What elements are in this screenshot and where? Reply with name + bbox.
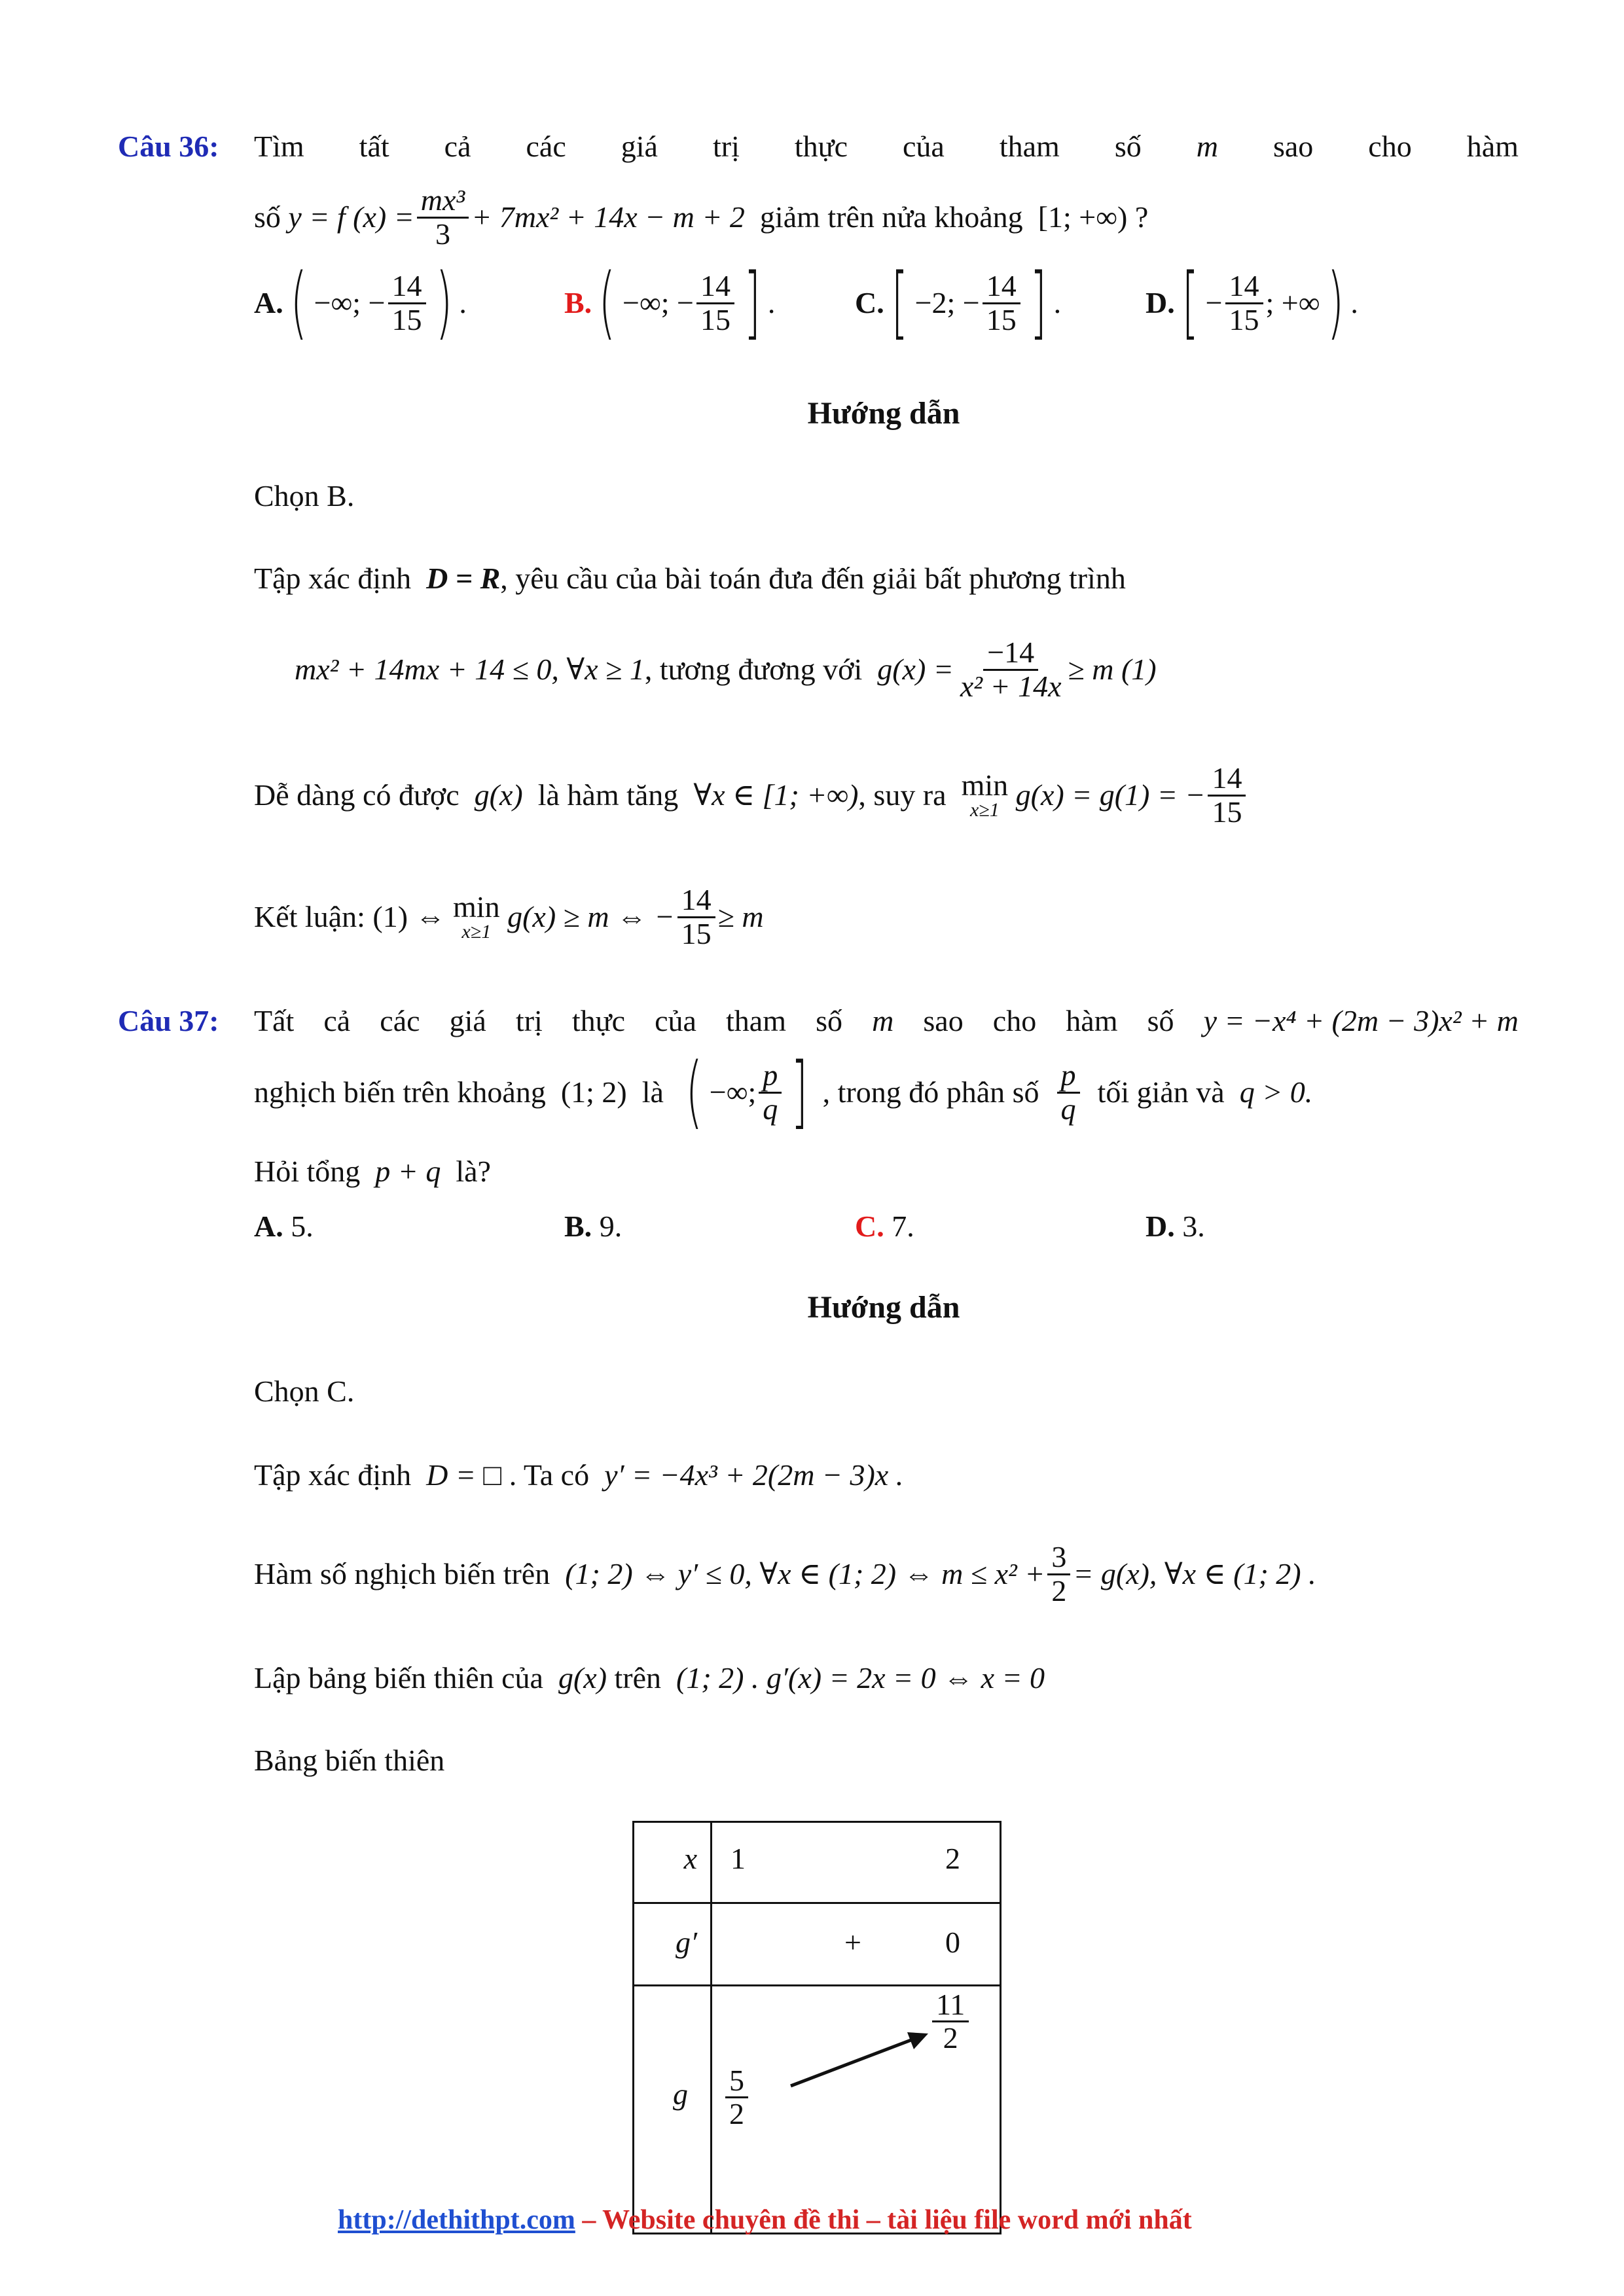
- text: , tương đương với: [644, 653, 863, 686]
- option-fraction: [983, 270, 1020, 336]
- option-label: D.: [1146, 286, 1175, 319]
- word: các: [526, 130, 566, 163]
- option-c[interactable]: [855, 1208, 914, 1245]
- fraction-denominator: 3: [435, 217, 450, 251]
- row-gp-label: g′: [675, 1926, 697, 1959]
- open-paren: (: [290, 257, 308, 348]
- option-text: −∞; −: [623, 286, 694, 319]
- text: , suy ra: [858, 778, 947, 812]
- fraction-denominator: 15: [700, 302, 731, 336]
- equation: g(x) ≥ m ⇔ −: [507, 900, 675, 933]
- fraction-numerator: 11: [932, 1989, 969, 2022]
- close-bracket: ]: [744, 257, 761, 348]
- stem-suffix: giảm trên nửa khoảng: [759, 200, 1023, 234]
- fraction-numerator: 14: [388, 270, 426, 304]
- equation-tail: ≥ m: [717, 900, 764, 933]
- fraction-numerator: 14: [677, 884, 715, 918]
- website-link[interactable]: http://dethithpt.com: [338, 2205, 575, 2235]
- option-value: 7.: [892, 1210, 914, 1243]
- text: Lập bảng biến thiên của: [254, 1661, 543, 1695]
- word: số: [1114, 130, 1142, 163]
- set-fraction: [759, 1060, 782, 1125]
- inequality: mx² + 14mx + 14 ≤ 0, ∀x ≥ 1: [295, 653, 645, 686]
- condition: q > 0.: [1239, 1075, 1313, 1109]
- row-x-label: x: [683, 1842, 697, 1875]
- option-b[interactable]: [564, 257, 776, 348]
- fraction-numerator: 14: [1225, 270, 1263, 304]
- fraction-denominator: q: [1060, 1092, 1076, 1126]
- fraction-denominator: 15: [1229, 302, 1259, 336]
- fraction-denominator: 15: [391, 302, 422, 336]
- min-operator: [962, 770, 1009, 820]
- interval: (1; 2): [560, 1075, 627, 1109]
- option-text: −: [1205, 286, 1223, 319]
- option-fraction: [696, 270, 734, 336]
- sum-math: p + q: [375, 1155, 441, 1188]
- variation-table: [632, 1821, 1001, 2234]
- min-subscript: x≥1: [969, 799, 1000, 821]
- word: thực: [571, 1004, 626, 1037]
- word: trị: [515, 1004, 543, 1037]
- guide-heading-37: Hướng dẫn: [807, 1290, 960, 1325]
- derivative: y′ = −4x³ + 2(2m − 3)x .: [604, 1458, 904, 1492]
- word: của: [655, 1004, 696, 1037]
- min-operator: [453, 892, 500, 942]
- word: sao: [1272, 130, 1314, 163]
- g-func: g(x): [558, 1661, 607, 1695]
- word: hàm: [1066, 1004, 1118, 1037]
- min-subscript: x≥1: [461, 921, 492, 942]
- text: Tập xác định: [254, 1458, 412, 1492]
- function-rest: + 7mx² + 14x − m + 2: [471, 200, 745, 234]
- question-37-stem-line2: [254, 1047, 1519, 1138]
- solution-37-line3: [254, 1660, 1045, 1696]
- period: .: [459, 286, 467, 319]
- fraction-numerator: 3: [1047, 1541, 1070, 1575]
- word: các: [380, 1004, 420, 1037]
- option-label: B.: [564, 1210, 592, 1243]
- gp-sign: +: [844, 1926, 861, 1959]
- function-fraction: [417, 185, 469, 250]
- g-tail: ≥ m (1): [1068, 653, 1157, 686]
- row-g-values: [712, 1986, 1001, 2234]
- word: sao: [923, 1004, 964, 1037]
- x-right: 2: [945, 1842, 960, 1875]
- fraction-denominator: x² + 14x: [960, 669, 1062, 703]
- word: m: [1196, 130, 1218, 163]
- fraction-numerator: p: [1057, 1060, 1080, 1093]
- domain-math: D = □: [426, 1458, 502, 1492]
- function: y = −x⁴ + (2m − 3)x² + m: [1203, 1004, 1519, 1037]
- option-text: −2; −: [914, 286, 980, 319]
- fraction-numerator: 14: [983, 270, 1020, 304]
- question-mark: ?: [1134, 200, 1149, 234]
- option-value: 5.: [291, 1210, 314, 1243]
- option-label: B.: [564, 286, 592, 319]
- option-value: 9.: [599, 1210, 623, 1243]
- gp-zero: 0: [945, 1926, 960, 1959]
- word: tham: [999, 130, 1060, 163]
- choose-37: Chọn C.: [254, 1374, 355, 1408]
- period: .: [1350, 286, 1358, 319]
- min-text: min: [453, 890, 500, 924]
- fraction-numerator: 14: [696, 270, 734, 304]
- domain-math: D = R: [426, 562, 501, 595]
- g-lhs: g(x) =: [877, 653, 954, 686]
- word: của: [903, 130, 945, 163]
- option-text: −∞; −: [314, 286, 386, 319]
- fraction-denominator: 15: [681, 916, 712, 950]
- question-37-stem-line3: [254, 1153, 491, 1190]
- solution-36-line1: [254, 560, 1126, 597]
- fraction-numerator: −14: [983, 637, 1038, 670]
- option-fraction: [1225, 270, 1263, 336]
- word: tham: [726, 1004, 787, 1037]
- close-bracket: ]: [791, 1047, 808, 1138]
- question-37-number: Câu 37:: [118, 1004, 219, 1037]
- min-text: min: [961, 768, 1009, 802]
- increasing-arrow: [712, 1986, 1000, 2235]
- word: số: [1147, 1004, 1174, 1037]
- question-36-number: Câu 36:: [118, 130, 219, 163]
- option-c[interactable]: [855, 257, 1062, 348]
- text: , trong đó phân số: [822, 1075, 1039, 1109]
- question-36-stem-line1: [254, 128, 1519, 165]
- close-bracket: ]: [1030, 257, 1047, 348]
- question-37-stem-line1: [254, 1003, 1519, 1039]
- interval: ∀x ∈ [1; +∞): [693, 778, 859, 812]
- word: trị: [712, 130, 740, 163]
- fraction-denominator: q: [763, 1092, 778, 1126]
- open-paren: (: [685, 1047, 703, 1138]
- text: là hàm tăng: [537, 778, 679, 812]
- row-g-label-cell: [634, 1986, 712, 2234]
- solution-36-line2: [295, 627, 1157, 712]
- g-fraction: [956, 637, 1066, 702]
- fraction-denominator: 2: [1051, 1573, 1067, 1607]
- option-a[interactable]: [254, 257, 467, 348]
- word: cho: [1368, 130, 1412, 163]
- text: Hỏi tổng: [254, 1155, 361, 1188]
- text: Tập xác định: [254, 562, 412, 595]
- table-caption: Bảng biến thiên: [254, 1744, 445, 1777]
- solution-36-line3: [254, 753, 1248, 838]
- equation: g(x) = g(1) = −: [1015, 778, 1206, 812]
- word: giá: [621, 130, 658, 163]
- text: Kết luận: (1) ⇔: [254, 900, 446, 933]
- footer-text: – Website chuyên đề thi – tài liệu file word mới nhất: [575, 2205, 1192, 2235]
- g-func: g(x): [474, 778, 523, 812]
- fraction-numerator: mx³: [417, 185, 469, 218]
- text: tối giản và: [1097, 1075, 1225, 1109]
- option-label: C.: [855, 1210, 884, 1243]
- interval: [1; +∞): [1038, 200, 1128, 234]
- solution-36-line4: [254, 874, 764, 960]
- word: hàm: [1466, 130, 1519, 163]
- equivalence-tail: = g(x), ∀x ∈ (1; 2) .: [1073, 1557, 1316, 1590]
- text: Dễ dàng có được: [254, 778, 460, 812]
- option-a[interactable]: [254, 1208, 314, 1245]
- text: nghịch biến trên khoảng: [254, 1075, 546, 1109]
- result-fraction: [677, 884, 715, 950]
- fraction-denominator: 15: [1212, 795, 1242, 829]
- fraction-denominator: 2: [729, 2097, 744, 2131]
- row-gp-label-cell: [634, 1903, 712, 1986]
- fraction-numerator: p: [759, 1060, 782, 1093]
- option-fraction: [388, 270, 426, 336]
- open-bracket: [: [891, 257, 909, 348]
- word: Tất: [254, 1004, 295, 1037]
- word: tất: [359, 130, 389, 163]
- row-gp-values: [712, 1903, 1001, 1986]
- open-bracket: [: [1182, 257, 1199, 348]
- period: .: [1053, 286, 1062, 319]
- equivalence: (1; 2) ⇔ y′ ≤ 0, ∀x ∈ (1; 2) ⇔ m ≤ x² +: [565, 1557, 1045, 1590]
- option-d[interactable]: [1146, 257, 1358, 348]
- text: Hàm số nghịch biến trên: [254, 1557, 550, 1590]
- fraction-denominator: 2: [943, 2021, 958, 2055]
- guide-heading-36: Hướng dẫn: [807, 396, 960, 431]
- option-b[interactable]: [564, 1208, 622, 1245]
- stem-prefix: số: [254, 200, 281, 234]
- solution-37-line2: [254, 1532, 1316, 1617]
- result-fraction: [1208, 762, 1246, 828]
- option-label: D.: [1146, 1210, 1175, 1243]
- fraction-denominator: 15: [986, 302, 1017, 336]
- word: số: [816, 1004, 842, 1037]
- word: cho: [992, 1004, 1037, 1037]
- text: trên: [614, 1661, 662, 1695]
- solution-37-line1: [254, 1457, 903, 1494]
- word: giá: [449, 1004, 486, 1037]
- fraction-numerator: 14: [1208, 762, 1246, 796]
- option-tail: ; +∞: [1265, 286, 1320, 319]
- option-value: 3.: [1182, 1210, 1205, 1243]
- word: m: [872, 1004, 894, 1037]
- close-paren: ): [1327, 257, 1344, 348]
- option-label: A.: [254, 286, 283, 319]
- choose-36: Chọn B.: [254, 479, 355, 512]
- option-label: C.: [855, 286, 884, 319]
- open-paren: (: [598, 257, 616, 348]
- option-label: A.: [254, 1210, 283, 1243]
- word: cả: [444, 130, 471, 163]
- word: thực: [794, 130, 848, 163]
- derivative-eq: (1; 2) . g′(x) = 2x = 0 ⇔ x = 0: [676, 1661, 1045, 1695]
- text: . Ta có: [509, 1458, 590, 1492]
- word: cả: [323, 1004, 351, 1037]
- set-text: −∞;: [709, 1075, 757, 1109]
- row-x-label-cell: [634, 1822, 712, 1903]
- question-36-stem-line2: [254, 171, 1148, 263]
- text: là?: [456, 1155, 491, 1188]
- word: Tìm: [254, 130, 304, 163]
- x-left: 1: [731, 1842, 746, 1875]
- function-lhs: y = f (x) =: [288, 200, 414, 234]
- three-halves: [1047, 1541, 1070, 1607]
- option-d[interactable]: [1146, 1208, 1205, 1245]
- pq-fraction: [1057, 1060, 1080, 1125]
- close-paren: ): [435, 257, 452, 348]
- row-g-label: g: [673, 2077, 688, 2111]
- footer: [338, 2204, 1192, 2236]
- row-x-values: [712, 1822, 1001, 1903]
- fraction-numerator: 5: [725, 2065, 748, 2098]
- period: .: [767, 286, 776, 319]
- text: , yêu cầu của bài toán đưa đến giải bất phương trình: [500, 562, 1126, 595]
- text: là: [641, 1075, 664, 1109]
